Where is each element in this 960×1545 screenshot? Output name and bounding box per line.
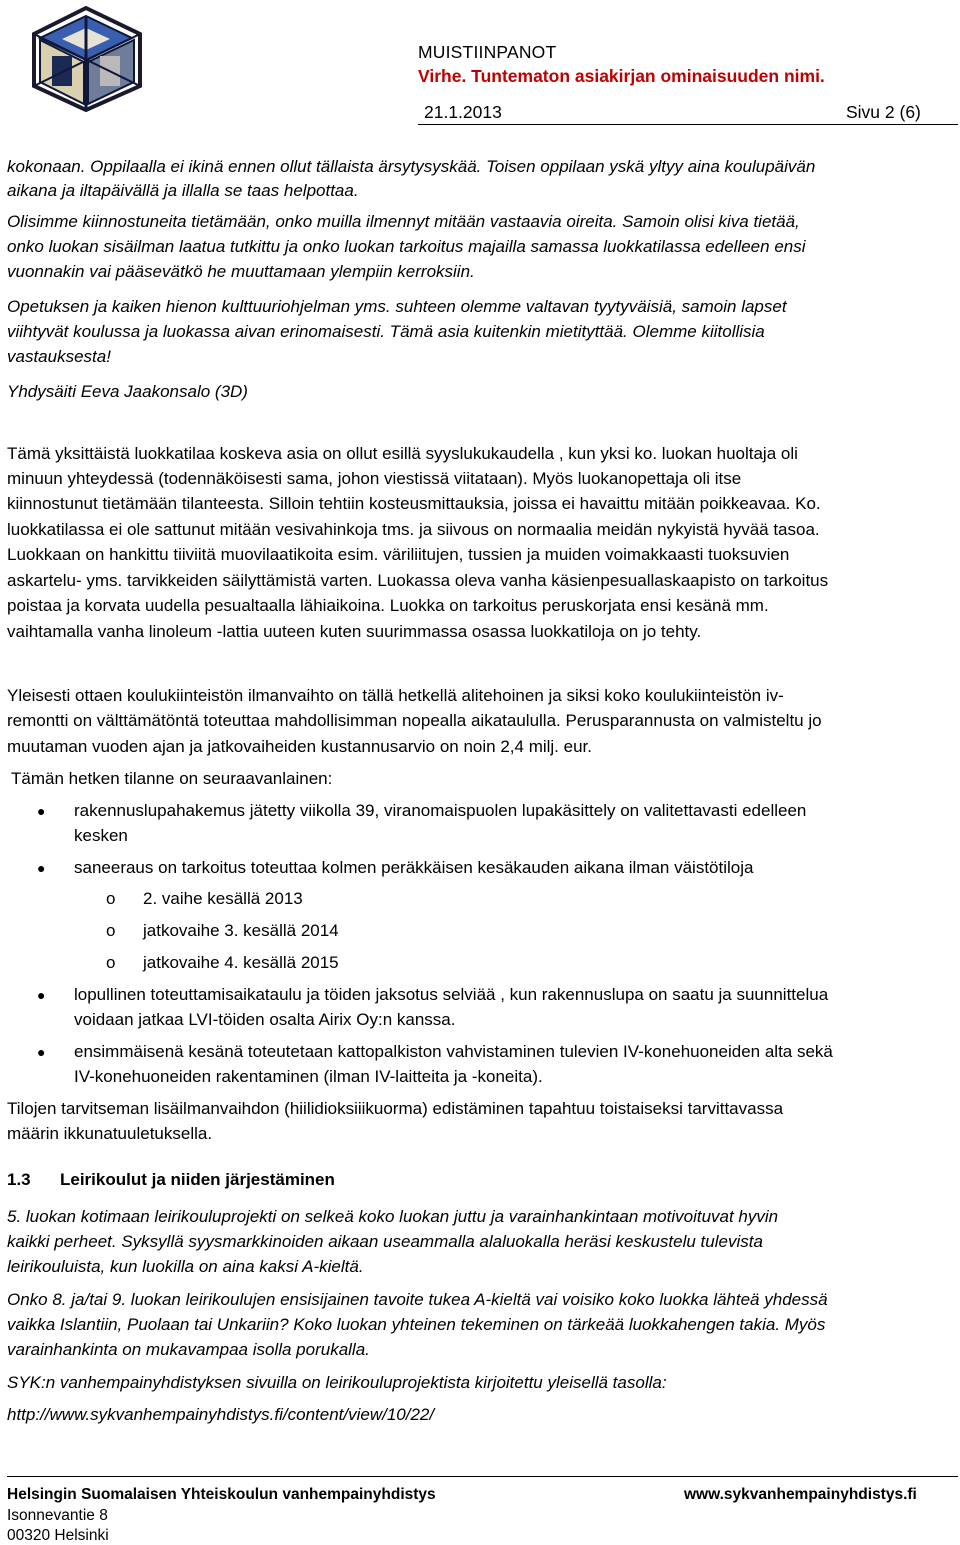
paragraph-6-line: kaikki perheet. Syksyllä syysmarkkinoiden aikaan useammalla alaluokalla heräsi keskustelu tulevista bbox=[7, 1232, 763, 1251]
section-title: Leirikoulut ja niiden järjestäminen bbox=[60, 1170, 335, 1189]
bullet-item-cont: voidaan jatkaa LVI-töiden osalta Airix Oy:n kanssa. bbox=[74, 1010, 456, 1029]
footer-website-link[interactable]: www.sykvanhempainyhdistys.fi bbox=[684, 1486, 917, 1503]
paragraph-6-line: leirikouluista, kun luokilla on aina kaksi A-kieltä. bbox=[7, 1257, 364, 1276]
bullet-item-cont: kesken bbox=[74, 826, 128, 845]
paragraph-3-line: kiinnostunut tietämään tilanteesta. Silloin tehtiin kosteusmittauksia, joissa ei havaittu mitään poikkeavaa. Ko. bbox=[7, 494, 821, 513]
paragraph-7-line: vaikka Islantiin, Puolaan tai Unkariin? Koko luokan yhteinen tekeminen on tärkeää luokkahengen takia. Myös bbox=[7, 1315, 826, 1334]
status-intro: Tämän hetken tilanne on seuraavanlainen: bbox=[11, 769, 333, 788]
paragraph-8: SYK:n vanhempainyhdistyksen sivuilla on leirikouluprojektista kirjoitettu yleisellä tasolla: bbox=[7, 1373, 667, 1392]
paragraph-1-line: onko luokan sisäilman laatua tutkittu ja onko luokan tarkoitus majailla samassa luokkatilassa edelleen ensi bbox=[7, 237, 806, 256]
sub-bullet-item: jatkovaihe 3. kesällä 2014 bbox=[143, 921, 339, 940]
paragraph-1-line: kokonaan. Oppilaalla ei ikinä ennen ollut tällaista ärsytysyskää. Toisen oppilaan yskä yltyy aina koulupäivän bbox=[7, 157, 816, 176]
web-link[interactable]: http://www.sykvanhempainyhdistys.fi/content/view/10/22/ bbox=[7, 1405, 435, 1424]
paragraph-2-line: vastauksesta! bbox=[7, 347, 111, 366]
footer-organization: Helsingin Suomalaisen Yhteiskoulun vanhempainyhdistys bbox=[7, 1486, 436, 1503]
paragraph-4-line: Yleisesti ottaen koulukiinteistön ilmanvaihto on tällä hetkellä alitehoinen ja siksi koko koulukiinteistön iv- bbox=[7, 686, 784, 705]
paragraph-2-line: Opetuksen ja kaiken hienon kulttuuriohjelman yms. suhteen olemme valtavan tyytyväisiä, samoin lapset bbox=[7, 297, 787, 316]
bullet-item: ensimmäisenä kesänä toteutetaan kattopalkiston vahvistaminen tulevien IV-konehuoneiden alta sekä bbox=[74, 1042, 833, 1061]
header-page-number: Sivu 2 (6) bbox=[846, 102, 921, 122]
paragraph-1-line: Olisimme kiinnostuneita tietämään, onko muilla ilmennyt mitään vastaavia oireita. Samoin olisi kiva tietää, bbox=[7, 212, 800, 231]
sub-bullet-circle-icon: o bbox=[106, 953, 116, 972]
header-date: 21.1.2013 bbox=[424, 102, 502, 122]
sub-bullet-item: jatkovaihe 4. kesällä 2015 bbox=[143, 953, 339, 972]
paragraph-7-line: varainhankinta on mukavampaa isolla porukalla. bbox=[7, 1340, 370, 1359]
sub-bullet-circle-icon: o bbox=[106, 921, 116, 940]
paragraph-6-line: 5. luokan kotimaan leirikouluprojekti on selkeä koko luokan juttu ja varainhankintaan motivoituvat hyvin bbox=[7, 1207, 779, 1226]
paragraph-3-line: Luokkaan on hankittu tiiviitä muovilaatikoita esim. väriliitujen, tussien ja muiden voimakkaasti tuoksuvien bbox=[7, 545, 790, 564]
paragraph-5-line: määrin ikkunatuuletuksella. bbox=[7, 1124, 213, 1143]
footer-divider bbox=[7, 1476, 958, 1477]
bullet-dot-icon: ● bbox=[37, 987, 46, 1003]
header-error-field: Virhe. Tuntematon asiakirjan ominaisuuden nimi. bbox=[418, 66, 825, 86]
sub-bullet-circle-icon: o bbox=[106, 889, 116, 908]
section-number: 1.3 bbox=[7, 1170, 31, 1189]
paragraph-4-line: remontti on välttämätöntä toteuttaa mahdollisimman nopealla aikataululla. Perusparannusta on valmisteltu jo bbox=[7, 711, 822, 730]
signature: Yhdysäiti Eeva Jaakonsalo (3D) bbox=[7, 382, 248, 401]
paragraph-2-line: viihtyvät koulussa ja luokassa aivan erinomaisesti. Tämä asia kuitenkin mietityttää. Olemme kiitollisia bbox=[7, 322, 765, 341]
paragraph-4-line: muutaman vuoden ajan ja jatkovaiheiden kustannusarvio on noin 2,4 milj. eur. bbox=[7, 737, 592, 756]
paragraph-5-line: Tilojen tarvitseman lisäilmanvaihdon (hiilidioksiiikuorma) edistäminen tapahtuu toistaiseksi tarvittavassa bbox=[7, 1099, 784, 1118]
bullet-dot-icon: ● bbox=[37, 860, 46, 876]
sub-bullet-item: 2. vaihe kesällä 2013 bbox=[143, 889, 303, 908]
paragraph-3-line: vaihtamalla vanha linoleum -lattia uuteen kuten suurimmassa osassa luokkatiloja on jo tehty. bbox=[7, 622, 702, 641]
paragraph-3-line: askartelu- yms. tarvikkeiden säilyttämistä varten. Luokassa oleva vanha käsienpesuallaskaapisto on tarkoitus bbox=[7, 571, 829, 590]
paragraph-3-line: luokkatilassa ei ole sattunut mitään vesivahinkoja tms. ja siivous on normaalia meidän nykyistä hyvää tasoa. bbox=[7, 520, 820, 539]
bullet-item: lopullinen toteuttamisaikataulu ja töiden jaksotus selviää , kun rakennuslupa on saatu ja suunnittelua bbox=[74, 985, 829, 1004]
bullet-item-cont: IV-konehuoneiden rakentaminen (ilman IV-laitteita ja -koneita). bbox=[74, 1067, 543, 1086]
bullet-item: saneeraus on tarkoitus toteuttaa kolmen peräkkäisen kesäkauden aikana ilman väistötiloja bbox=[74, 858, 754, 877]
paragraph-3-line: minuun yhteydessä (todennäköisesti sama, johon viestissä viitataan). Myös luokanopettaja oli itse bbox=[7, 469, 742, 488]
section-heading bbox=[7, 1170, 335, 1190]
header-divider bbox=[418, 124, 958, 125]
bullet-item: rakennuslupahakemus jätetty viikolla 39, viranomaispuolen lupakäsittely on valitettavasti edelleen bbox=[74, 801, 807, 820]
paragraph-1-line: aikana ja iltapäivällä ja illalla se taas helpottaa. bbox=[7, 181, 359, 200]
paragraph-7-line: Onko 8. ja/tai 9. luokan leirikoulujen ensisijainen tavoite tukea A-kieltä vai voisiko koko luokka lähteä yhdessä bbox=[7, 1290, 828, 1309]
footer-city: 00320 Helsinki bbox=[7, 1527, 109, 1544]
paragraph-3-line: poistaa ja korvata uudella pesualtaalla lähiaikoina. Luokka on tarkoitus peruskorjata ensi kesänä mm. bbox=[7, 596, 769, 615]
paragraph-1-line: vuonnakin vai pääsevätkö he muuttamaan ylempiin kerroksiin. bbox=[7, 262, 475, 281]
bullet-dot-icon: ● bbox=[37, 803, 46, 819]
footer-street: Isonnevantie 8 bbox=[7, 1507, 108, 1524]
paragraph-3-line: Tämä yksittäistä luokkatilaa koskeva asia on ollut esillä syyslukukaudella , kun yksi ko. luokan huoltaja oli bbox=[7, 444, 798, 463]
organization-logo bbox=[28, 6, 146, 112]
header-doc-title: MUISTIINPANOT bbox=[418, 42, 557, 62]
bullet-dot-icon: ● bbox=[37, 1044, 46, 1060]
